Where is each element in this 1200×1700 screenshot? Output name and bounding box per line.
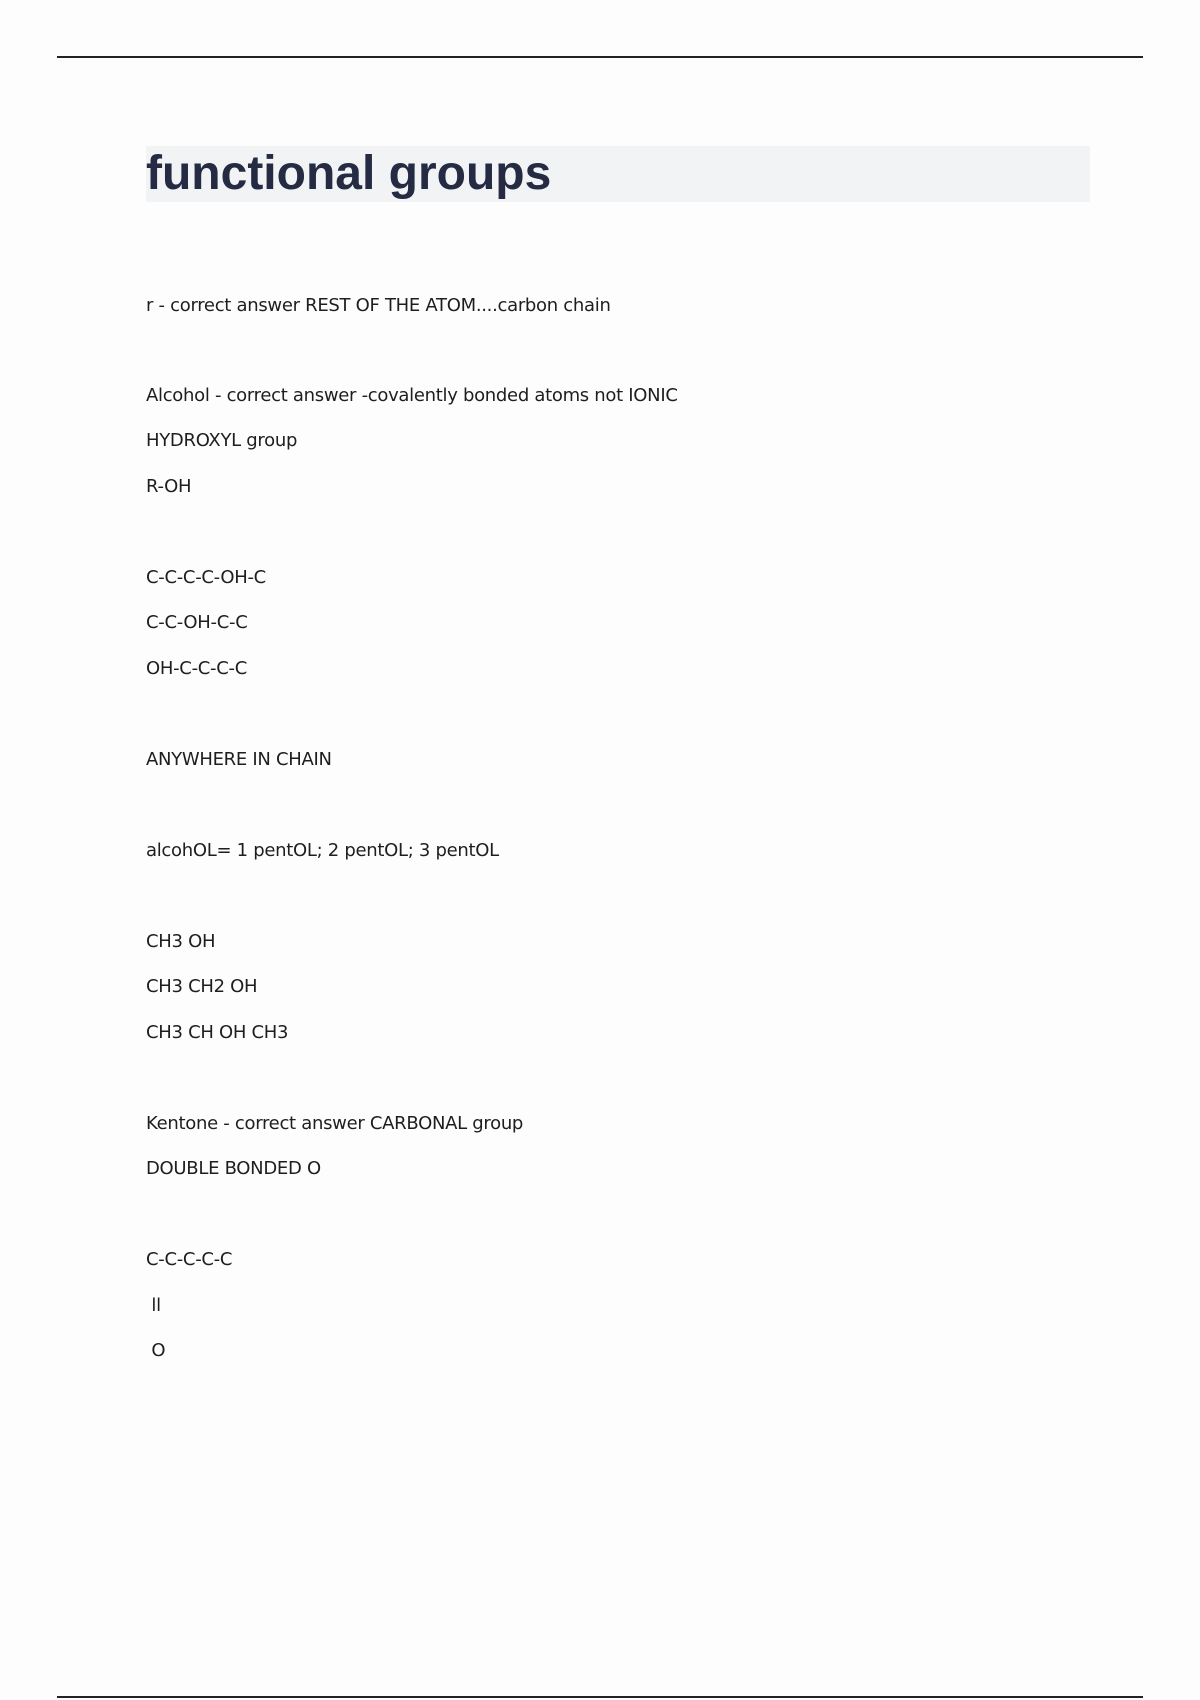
text-line: O (146, 1340, 166, 1361)
text-line: HYDROXYL group (146, 430, 298, 451)
text-line: Alcohol - correct answer -covalently bonded atoms not IONIC (146, 385, 678, 406)
document-title: functional groups (146, 147, 552, 200)
text-line: CH3 CH2 OH (146, 976, 258, 997)
footer-rule (57, 1696, 1143, 1698)
text-line: ANYWHERE IN CHAIN (146, 749, 332, 770)
document-body (146, 0, 1090, 1700)
text-line: CH3 CH OH CH3 (146, 1022, 289, 1043)
text-line: OH-C-C-C-C (146, 658, 247, 679)
text-line: C-C-C-C-C (146, 1249, 233, 1270)
text-line: r - correct answer REST OF THE ATOM....carbon chain (146, 295, 611, 316)
text-line: C-C-C-C-OH-C (146, 567, 266, 588)
text-line: DOUBLE BONDED O (146, 1158, 321, 1179)
text-line: CH3 OH (146, 931, 216, 952)
text-line: Kentone - correct answer CARBONAL group (146, 1113, 524, 1134)
text-line: alcohOL= 1 pentOL; 2 pentOL; 3 pentOL (146, 840, 499, 861)
text-line: C-C-OH-C-C (146, 612, 248, 633)
text-line: ll (146, 1295, 161, 1316)
text-line: R-OH (146, 476, 192, 497)
